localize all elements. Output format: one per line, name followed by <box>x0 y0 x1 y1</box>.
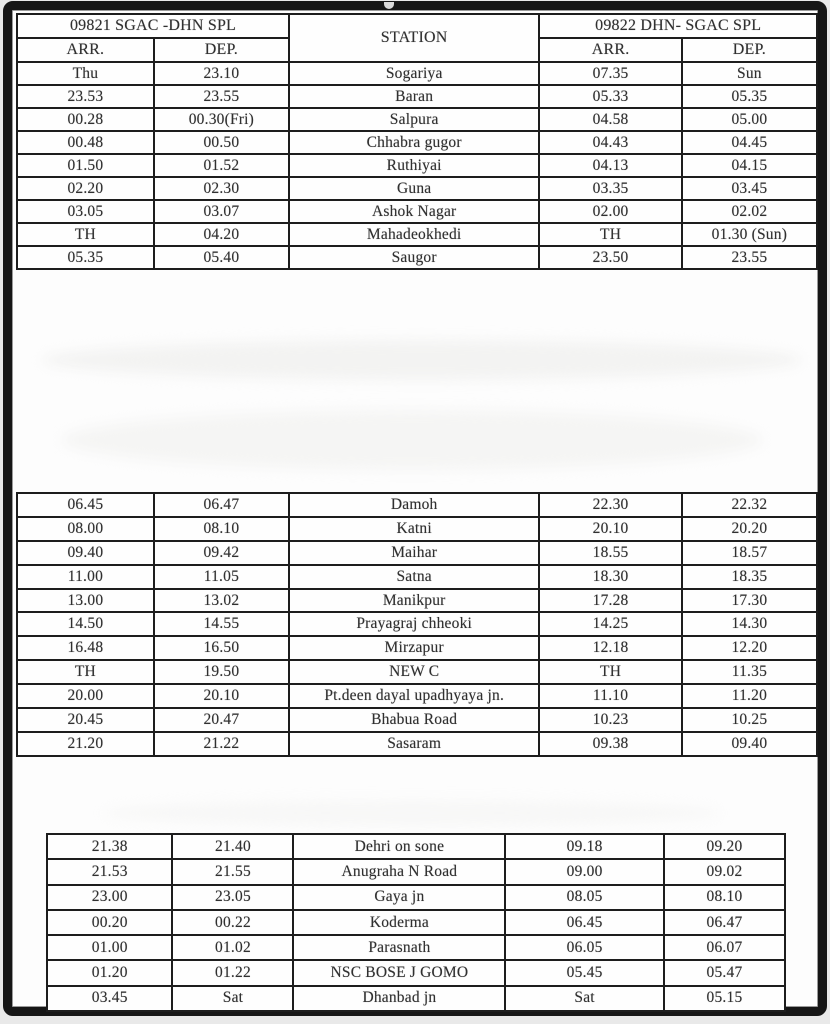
table-row <box>17 154 817 177</box>
station-cell: Sogariya <box>289 62 539 85</box>
dep-outbound-cell: 23.10 <box>154 62 289 85</box>
station-cell: Koderma <box>293 910 505 935</box>
dep-outbound-cell: 06.47 <box>154 493 289 517</box>
station-cell: NEW C <box>289 660 539 684</box>
arr-return-cell: 06.05 <box>505 935 664 960</box>
arr-outbound-cell: 08.00 <box>17 517 154 541</box>
arr-outbound-cell: 13.00 <box>17 589 154 613</box>
dep-return-cell: 02.02 <box>682 200 817 223</box>
station-cell: Dhanbad jn <box>293 986 505 1011</box>
dep-outbound-cell: 09.42 <box>154 541 289 565</box>
dep-outbound-cell: 01.02 <box>172 935 293 960</box>
dep-return-cell: 12.20 <box>682 636 817 660</box>
arr-outbound-cell: 03.45 <box>47 986 172 1011</box>
table-row <box>17 85 817 108</box>
arr-outbound-cell: 16.48 <box>17 636 154 660</box>
arr-outbound-cell: 01.00 <box>47 935 172 960</box>
table-row <box>17 732 817 756</box>
arr-return-cell: 08.05 <box>505 885 664 910</box>
arr-return-cell: Sat <box>505 986 664 1011</box>
arr-outbound-cell: 23.53 <box>17 85 154 108</box>
dep-return-cell: 17.30 <box>682 589 817 613</box>
station-cell: Pt.deen dayal upadhyaya jn. <box>289 684 539 708</box>
station-column-header: STATION <box>289 14 539 62</box>
dep-outbound-cell: 08.10 <box>154 517 289 541</box>
arr-return-cell: 23.50 <box>539 246 681 269</box>
table-row <box>47 885 785 910</box>
arr-outbound-cell: 20.45 <box>17 708 154 732</box>
station-cell: Guna <box>289 177 539 200</box>
station-cell: Gaya jn <box>293 885 505 910</box>
dep-return-cell: 09.40 <box>682 732 817 756</box>
dep-outbound-cell: 19.50 <box>154 660 289 684</box>
station-cell: Parasnath <box>293 935 505 960</box>
dep-return-cell: 09.02 <box>664 859 785 884</box>
arr-return-cell: 05.45 <box>505 960 664 985</box>
station-cell: Chhabra gugor <box>289 131 539 154</box>
arr-return-cell: 18.55 <box>539 541 681 565</box>
dep-outbound-cell: 04.20 <box>154 223 289 246</box>
arr-return-cell: 05.33 <box>539 85 681 108</box>
dep-return-cell: 04.15 <box>682 154 817 177</box>
dep-outbound-cell: 14.55 <box>154 612 289 636</box>
table-row <box>17 177 817 200</box>
table-row <box>47 986 785 1011</box>
dep-return-cell: 10.25 <box>682 708 817 732</box>
arr-return-cell: 20.10 <box>539 517 681 541</box>
arr-return-cell: 04.43 <box>539 131 681 154</box>
arr-header-right: ARR. <box>539 38 681 62</box>
scan-smudge <box>62 410 762 470</box>
arr-outbound-cell: 21.38 <box>47 834 172 859</box>
dep-outbound-cell: 01.22 <box>172 960 293 985</box>
arr-return-cell: 09.18 <box>505 834 664 859</box>
arr-outbound-cell: 21.20 <box>17 732 154 756</box>
arr-outbound-cell: 00.28 <box>17 108 154 131</box>
dep-return-cell: 04.45 <box>682 131 817 154</box>
dep-return-cell: 11.20 <box>682 684 817 708</box>
scan-smudge <box>102 800 722 826</box>
arr-return-cell: 02.00 <box>539 200 681 223</box>
arr-outbound-cell: 09.40 <box>17 541 154 565</box>
dep-header-right: DEP. <box>682 38 817 62</box>
dep-outbound-cell: 23.55 <box>154 85 289 108</box>
arr-outbound-cell: TH <box>17 660 154 684</box>
dep-return-cell: 06.07 <box>664 935 785 960</box>
table-row <box>17 108 817 131</box>
arr-outbound-cell: 21.53 <box>47 859 172 884</box>
table-row <box>47 960 785 985</box>
train-number-right: 09822 DHN- SGAC SPL <box>539 14 817 38</box>
dep-outbound-cell: 02.30 <box>154 177 289 200</box>
dep-outbound-cell: 16.50 <box>154 636 289 660</box>
arr-return-cell: 17.28 <box>539 589 681 613</box>
dep-outbound-cell: 20.10 <box>154 684 289 708</box>
station-cell: Bhabua Road <box>289 708 539 732</box>
dep-outbound-cell: 21.55 <box>172 859 293 884</box>
arr-return-cell: 04.58 <box>539 108 681 131</box>
arr-outbound-cell: 01.50 <box>17 154 154 177</box>
table-row <box>17 660 817 684</box>
table-row <box>17 517 817 541</box>
station-cell: Mahadeokhedi <box>289 223 539 246</box>
arr-return-cell: 22.30 <box>539 493 681 517</box>
station-cell: Satna <box>289 565 539 589</box>
table-row <box>17 612 817 636</box>
dep-return-cell: 05.47 <box>664 960 785 985</box>
dep-outbound-cell: 00.30(Fri) <box>154 108 289 131</box>
arr-return-cell: 04.13 <box>539 154 681 177</box>
arr-outbound-cell: 23.00 <box>47 885 172 910</box>
table-row <box>17 131 817 154</box>
dep-outbound-cell: 03.07 <box>154 200 289 223</box>
arr-outbound-cell: 00.48 <box>17 131 154 154</box>
dep-outbound-cell: 11.05 <box>154 565 289 589</box>
arr-return-cell: 10.23 <box>539 708 681 732</box>
timetable-segment-3 <box>46 833 786 1012</box>
arr-return-cell: 14.25 <box>539 612 681 636</box>
arr-return-cell: TH <box>539 660 681 684</box>
arr-header-left: ARR. <box>17 38 154 62</box>
dep-return-cell: 05.35 <box>682 85 817 108</box>
table-row <box>17 636 817 660</box>
table-row <box>17 565 817 589</box>
table-row <box>17 541 817 565</box>
dep-return-cell: 18.35 <box>682 565 817 589</box>
dep-header-left: DEP. <box>154 38 289 62</box>
dep-outbound-cell: Sat <box>172 986 293 1011</box>
dep-return-cell: 01.30 (Sun) <box>682 223 817 246</box>
arr-outbound-cell: 03.05 <box>17 200 154 223</box>
arr-return-cell: 03.35 <box>539 177 681 200</box>
table-row <box>17 684 817 708</box>
arr-outbound-cell: 14.50 <box>17 612 154 636</box>
dep-outbound-cell: 21.22 <box>154 732 289 756</box>
arr-return-cell: 07.35 <box>539 62 681 85</box>
table-row <box>47 935 785 960</box>
arr-outbound-cell: 00.20 <box>47 910 172 935</box>
arr-outbound-cell: 20.00 <box>17 684 154 708</box>
dep-return-cell: 09.20 <box>664 834 785 859</box>
table-row <box>17 246 817 269</box>
timetable-segment-2 <box>16 492 818 757</box>
arr-return-cell: 09.38 <box>539 732 681 756</box>
station-cell: Manikpur <box>289 589 539 613</box>
timetable-header <box>17 14 817 62</box>
arr-outbound-cell: TH <box>17 223 154 246</box>
scan-smudge <box>42 340 802 380</box>
dep-outbound-cell: 23.05 <box>172 885 293 910</box>
dep-return-cell: 05.00 <box>682 108 817 131</box>
arr-outbound-cell: 06.45 <box>17 493 154 517</box>
arr-return-cell: 09.00 <box>505 859 664 884</box>
arr-return-cell: 11.10 <box>539 684 681 708</box>
dep-return-cell: 06.47 <box>664 910 785 935</box>
dep-outbound-cell: 21.40 <box>172 834 293 859</box>
station-cell: Dehri on sone <box>293 834 505 859</box>
station-cell: Damoh <box>289 493 539 517</box>
table-row <box>17 223 817 246</box>
dep-return-cell: Sun <box>682 62 817 85</box>
station-cell: Maihar <box>289 541 539 565</box>
train-number-left: 09821 SGAC -DHN SPL <box>17 14 289 38</box>
table-row <box>17 589 817 613</box>
dep-return-cell: 20.20 <box>682 517 817 541</box>
dep-outbound-cell: 00.22 <box>172 910 293 935</box>
table-row <box>47 834 785 859</box>
table-row <box>17 708 817 732</box>
arr-outbound-cell: 05.35 <box>17 246 154 269</box>
timetable-segment-1 <box>16 13 818 270</box>
arr-return-cell: TH <box>539 223 681 246</box>
station-cell: Ashok Nagar <box>289 200 539 223</box>
station-cell: Salpura <box>289 108 539 131</box>
arr-outbound-cell: 02.20 <box>17 177 154 200</box>
station-cell: Baran <box>289 85 539 108</box>
station-cell: Sasaram <box>289 732 539 756</box>
station-cell: NSC BOSE J GOMO <box>293 960 505 985</box>
dep-outbound-cell: 20.47 <box>154 708 289 732</box>
dep-outbound-cell: 13.02 <box>154 589 289 613</box>
dep-outbound-cell: 01.52 <box>154 154 289 177</box>
dep-return-cell: 23.55 <box>682 246 817 269</box>
dep-return-cell: 18.57 <box>682 541 817 565</box>
arr-return-cell: 18.30 <box>539 565 681 589</box>
table-row <box>47 910 785 935</box>
arr-outbound-cell: Thu <box>17 62 154 85</box>
dep-outbound-cell: 05.40 <box>154 246 289 269</box>
station-cell: Mirzapur <box>289 636 539 660</box>
dep-return-cell: 14.30 <box>682 612 817 636</box>
station-cell: Katni <box>289 517 539 541</box>
arr-return-cell: 12.18 <box>539 636 681 660</box>
table-row <box>17 493 817 517</box>
dep-return-cell: 03.45 <box>682 177 817 200</box>
dep-return-cell: 05.15 <box>664 986 785 1011</box>
dep-return-cell: 11.35 <box>682 660 817 684</box>
dep-return-cell: 22.32 <box>682 493 817 517</box>
station-cell: Prayagraj chheoki <box>289 612 539 636</box>
dep-return-cell: 08.10 <box>664 885 785 910</box>
table-row <box>47 859 785 884</box>
arr-return-cell: 06.45 <box>505 910 664 935</box>
arr-outbound-cell: 11.00 <box>17 565 154 589</box>
table-row <box>17 200 817 223</box>
arr-outbound-cell: 01.20 <box>47 960 172 985</box>
dep-outbound-cell: 00.50 <box>154 131 289 154</box>
station-cell: Ruthiyai <box>289 154 539 177</box>
station-cell: Saugor <box>289 246 539 269</box>
station-cell: Anugraha N Road <box>293 859 505 884</box>
table-row <box>17 62 817 85</box>
